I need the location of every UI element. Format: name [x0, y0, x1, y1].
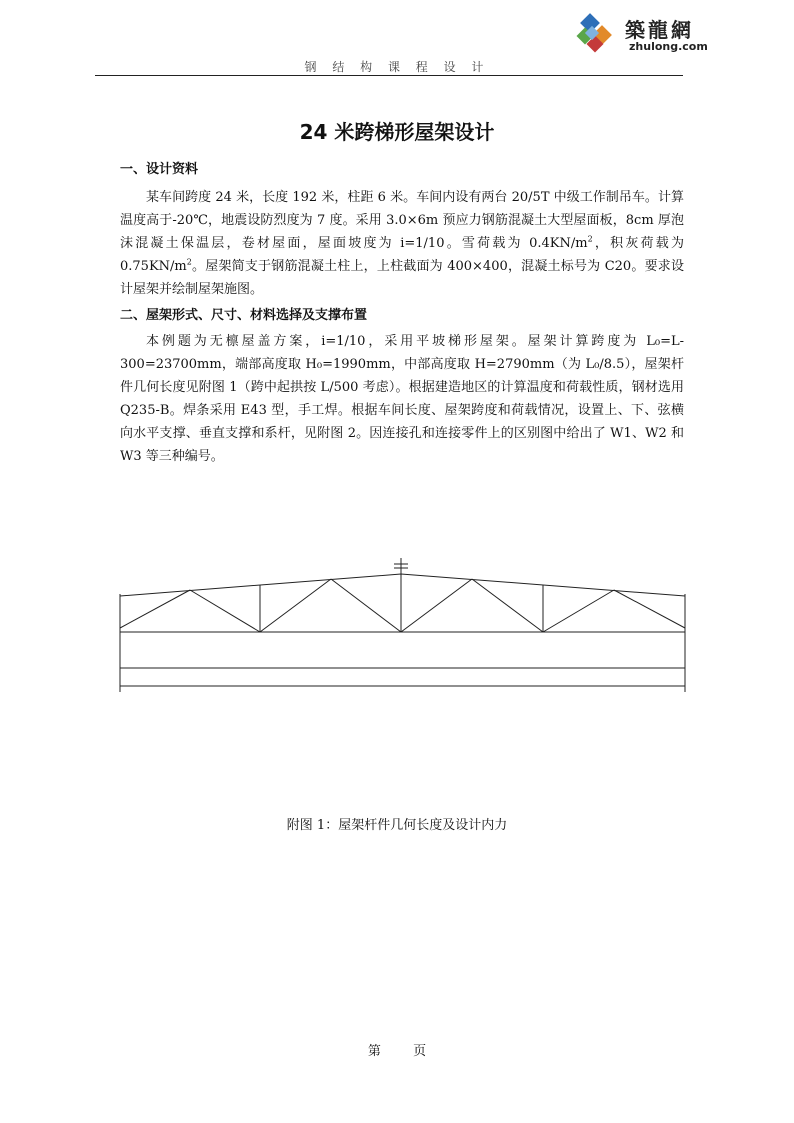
section1-text-b: ，积灰荷载为 0.75KN/m: [120, 236, 684, 274]
diagonal-member: [331, 579, 401, 632]
logo-english-text: zhulong.com: [629, 40, 708, 53]
course-title: 钢 结 构 课 程 设 计: [304, 60, 490, 74]
section2-paragraph: 本例题为无檩屋盖方案，i=1/10，采用平坡梯形屋架。屋架计算跨度为 L₀=L-300=23700mm，端部高度取 H₀=1990mm，中部高度取 H=2790mm（为 L₀/8.5），屋架杆件几何长度见附图 1（跨中起拱按 L/500 考虑）。根据建造地区的计算温度和荷载性质，钢材选用 Q235-B。焊条采用 E43 型，手工焊。根据车间长度、屋架跨度和荷载情况，设置上、下、弦横向水平支撑、垂直支撑和系杆，见附图 2。因连接孔和连接零件上的区别图中给出了 W1、W2 和 W3 等三种编号。: [120, 334, 684, 464]
diagonal-member: [543, 590, 614, 632]
section1-text-c: 。屋架简支于钢筋混凝土柱上，上柱截面为 400×400，混凝土标号为 C20。要求设计屋架并绘制屋架施图。: [120, 259, 684, 297]
section1-paragraph: [120, 186, 684, 301]
page-footer: [0, 1040, 794, 1059]
diagonal-member: [260, 579, 331, 632]
diagonal-member: [401, 579, 472, 632]
diagonal-member: [472, 579, 543, 632]
header-rule: [95, 75, 683, 76]
diagonal-member: [120, 590, 190, 628]
section2-heading: 二、屋架形式、尺寸、材料选择及支撑布置: [120, 308, 368, 323]
section1-text-a: 某车间跨度 24 米，长度 192 米，柱距 6 米。车间内设有两台 20/5T 中级工作制吊车。计算温度高于-20℃，地震设防烈度为 7 度。采用 3.0×6m 预应力钢筋混凝土大型屋面板，8cm 厚泡沫混凝土保温层，卷材屋面，屋面坡度为 i=1/10。雪荷载为 0.4KN/m: [120, 190, 684, 251]
document-title: 24 米跨梯形屋架设计: [299, 120, 495, 144]
superscript-2: 2: [186, 257, 192, 267]
logo-chinese-text: 築龍網: [625, 18, 694, 42]
top-chord: [120, 574, 685, 596]
figure-caption: 附图 1：屋架杆件几何长度及设计内力: [286, 818, 508, 833]
diagonal-member: [614, 590, 685, 628]
footer-page-suffix: 页: [413, 1044, 427, 1059]
section1-heading: 一、设计资料: [120, 162, 199, 177]
footer-page-prefix: 第: [367, 1044, 381, 1059]
superscript-1: 2: [587, 234, 593, 244]
truss-diagram: [110, 550, 695, 700]
diagonal-member: [190, 590, 260, 632]
logo-diamond-icon: [577, 13, 612, 52]
